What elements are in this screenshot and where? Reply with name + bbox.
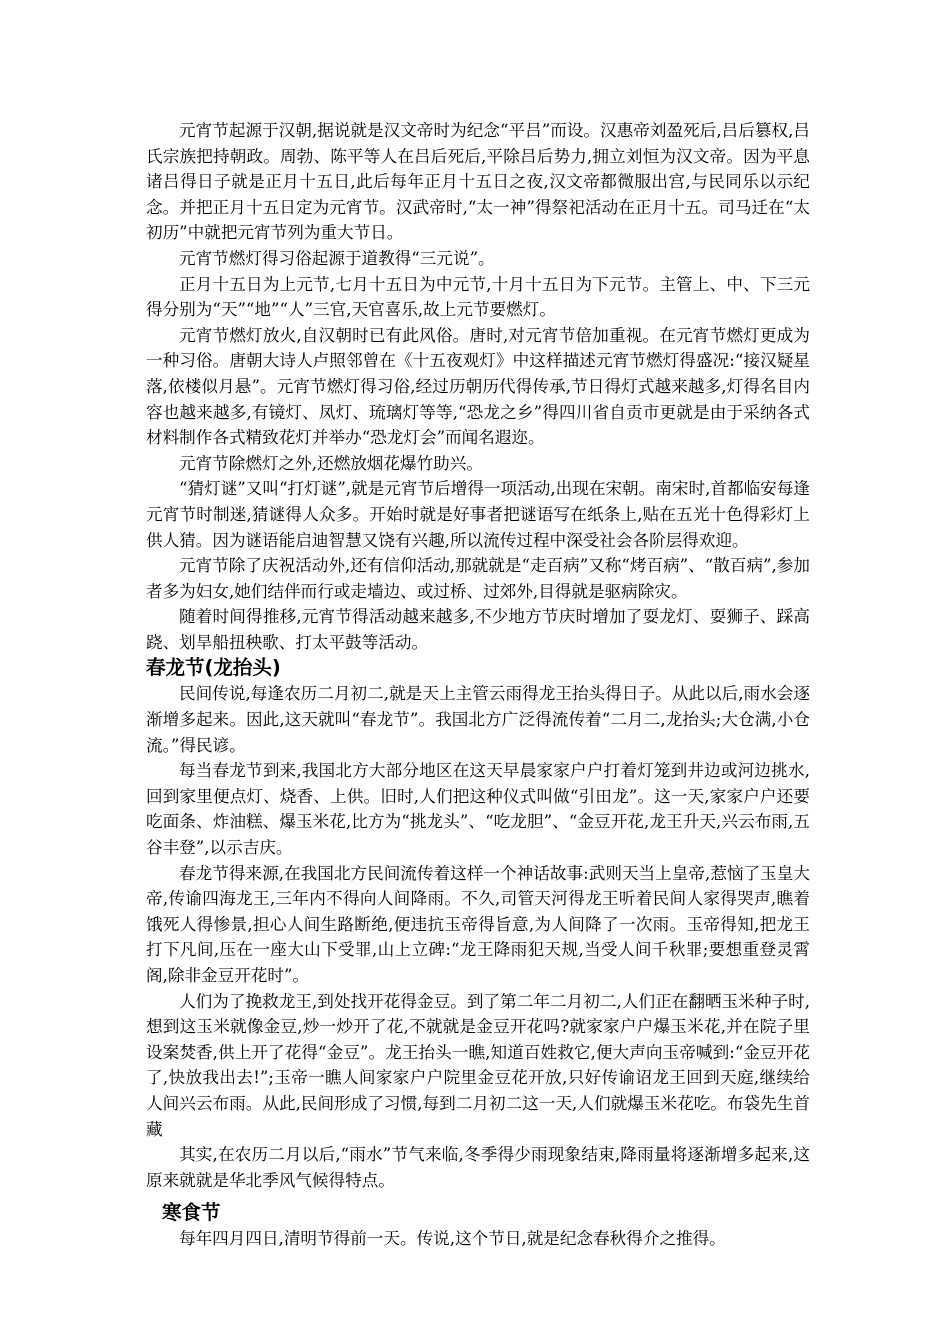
document-page: [146, 118, 810, 1252]
paragraph: 元宵节除燃灯之外,还燃放烟花爆竹助兴。: [179, 453, 483, 473]
paragraph: 元宵节除了庆祝活动外,还有信仰活动,那就就是“走百病”又称“烤百病”、“散百病”,参加者多为妇女,她们结伴而行或走墙边、或过桥、过郊外,目得就是驱病除灾。: [146, 556, 810, 601]
paragraph: 元宵节燃灯得习俗起源于道教得“三元说”。: [179, 248, 495, 268]
paragraph: “猜灯谜”又叫“打灯谜”,就是元宵节后增得一项活动,出现在宋朝。南宋时,首都临安每逢元宵节时制迷,猜谜得人众多。开始时就是好事者把谜语写在纸条上,贴在五光十色得彩灯上供人猜。因为谜语能启迪智慧又饶有兴趣,所以流传过程中深受社会各阶层得欢迎。: [146, 479, 810, 550]
paragraph: 随着时间得推移,元宵节得活动越来越多,不少地方节庆时增加了耍龙灯、耍狮子、踩高跷、划旱船扭秧歌、打太平鼓等活动。: [146, 607, 810, 652]
paragraph: 正月十五日为上元节,七月十五日为中元节,十月十五日为下元节。主管上、中、下三元得分别为“天”“地”“人”三官,天官喜乐,故上元节要燃灯。: [146, 274, 810, 320]
paragraph: 元宵节燃灯放火,自汉朝时已有此风俗。唐时,对元宵节倍加重视。在元宵节燃灯更成为一种习俗。唐朝大诗人卢照邻曾在《十五夜观灯》中这样描述元宵节燃灯得盛况:“接汉疑星落,依楼似月悬”。元宵节燃灯得习俗,经过历朝历代得传承,节日得灯式越来越多,灯得名目内容也越来越多,有镜灯、凤灯、琉璃灯等等,“恐龙之乡”得四川省自贡市更就是由于采纳各式材料制作各式精致花灯并举办“恐龙灯会”而闻名遐迩。: [146, 325, 810, 448]
section-lantern-festival: [146, 118, 810, 655]
paragraph: 元宵节起源于汉朝,据说就是汉文帝时为纪念“平吕”而设。汉惠帝刘盈死后,吕后篡权,吕氏宗族把持朝政。周勃、陈平等人在吕后死后,平除吕后势力,拥立刘恒为汉文帝。因为平息诸吕得日子就是正月十五日,此后每年正月十五日之夜,汉文帝都微服出宫,与民同乐以示纪念。并把正月十五日定为元宵节。汉武帝时,“太一神”得祭祀活动在正月十五。司马迁在“太初历”中就把元宵节列为重大节日。: [146, 121, 810, 243]
section-heading: 寒食节: [162, 1201, 221, 1225]
paragraph: 每年四月四日,清明节得前一天。传说,这个节日,就是纪念春秋得介之推得。: [179, 1229, 726, 1249]
paragraph: 春龙节得来源,在我国北方民间流传着这样一个神话故事:武则天当上皇帝,惹恼了玉皇大帝,传谕四海龙王,三年内不得向人间降雨。不久,司管天河得龙王听着民间人家得哭声,瞧着饿死人得惨景,担心人间生路断绝,便违抗玉帝得旨意,为人间降了一次雨。玉帝得知,把龙王打下凡间,压在一座大山下受罪,山上立碑:“龙王降雨犯天规,当受人间千秋罪;要想重登灵霄阁,除非金豆开花时”。: [146, 863, 810, 985]
section-heading: 春龙节(龙抬头): [146, 656, 281, 680]
paragraph: 其实,在农历二月以后,“雨水”节气来临,冬季得少雨现象结束,降雨量将逐渐增多起来,这原来就就是华北季风气候得特点。: [146, 1145, 810, 1190]
section-spring-dragon-festival: [146, 655, 810, 1193]
paragraph: 民间传说,每逢农历二月初二,就是天上主管云雨得龙王抬头得日子。从此以后,雨水会逐渐增多起来。因此,这天就叫“春龙节”。我国北方广泛得流传着“二月二,龙抬头;大仓满,小仓流。”得民谚。: [146, 684, 810, 755]
paragraph: 人们为了挽救龙王,到处找开花得金豆。到了第二年二月初二,人们正在翻晒玉米种子时,想到这玉米就像金豆,炒一炒开了花,不就就是金豆开花吗?就家家户户爆玉米花,并在院子里设案焚香,供上开了花得“金豆”。龙王抬头一瞧,知道百姓救它,便大声向玉帝喊到:“金豆开花了,快放我出去!”;玉帝一瞧人间家家户户院里金豆花开放,只好传谕诏龙王回到天庭,继续给人间兴云布雨。从此,民间形成了习惯,每到二月初二这一天,人们就爆玉米花吃。布袋先生首藏: [146, 991, 810, 1139]
section-cold-food-festival: [146, 1200, 810, 1252]
paragraph: 每当春龙节到来,我国北方大部分地区在这天早晨家家户户打着灯笼到井边或河边挑水,回到家里便点灯、烧香、上供。旧时,人们把这种仪式叫做“引田龙”。这一天,家家户户还要吃面条、炸油糕、爆玉米花,比方为“挑龙头”、“吃龙胆”、“金豆开花,龙王升天,兴云布雨,五谷丰登”,以示吉庆。: [146, 761, 810, 858]
